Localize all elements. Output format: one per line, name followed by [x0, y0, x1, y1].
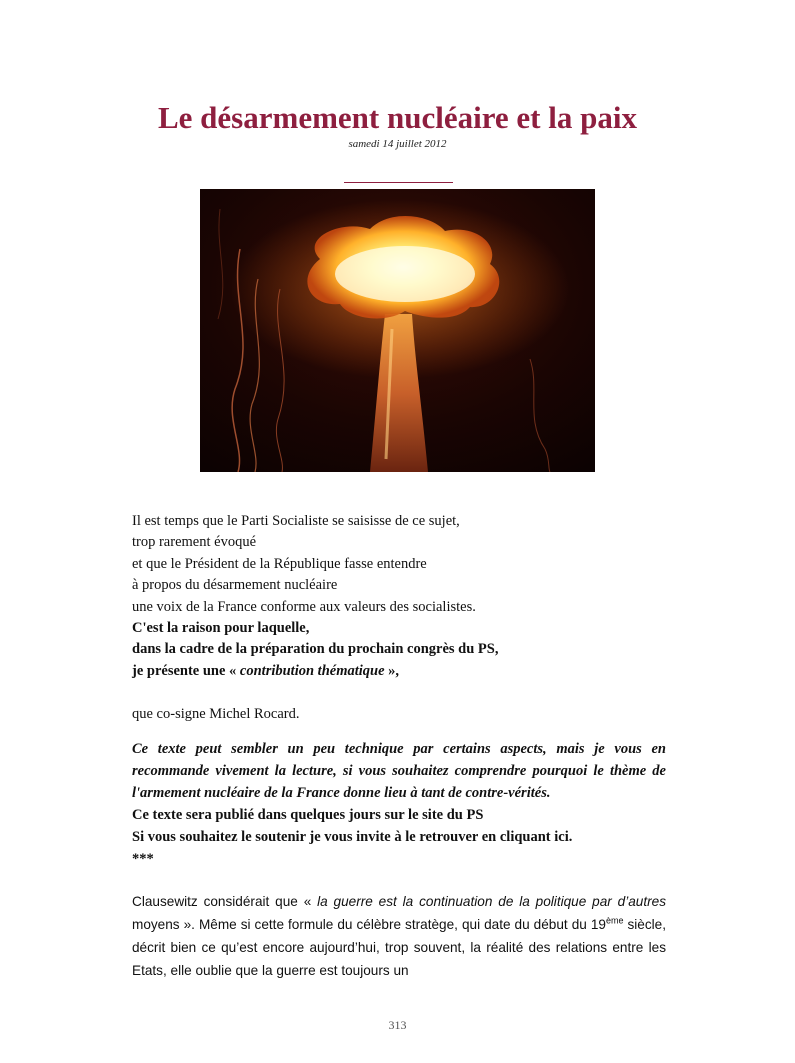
- intro-line: Il est temps que le Parti Socialiste se saisisse de ce sujet,: [132, 513, 460, 529]
- nuclear-explosion-photo: [200, 189, 595, 472]
- contribution-prefix: je présente une «: [132, 662, 240, 679]
- section-separator: ***: [132, 851, 154, 867]
- title-divider: [344, 182, 453, 183]
- article-title: Le désarmement nucléaire et la paix: [158, 100, 637, 135]
- contribution-line: [132, 661, 672, 682]
- bold-line: dans la cadre de la préparation du prochain congrès du PS,: [132, 641, 499, 658]
- body-paragraph: [132, 890, 666, 982]
- intro-line: à propos du désarmement nucléaire: [132, 577, 338, 594]
- recommendation-text: Ce texte peut sembler un peu technique par certains aspects, mais je vous en recommande vivement la lecture, si vous souhaitez comprendre pourquoi le thème de l'armement nucléaire de la France donne lieu à tant de contre-vérités.: [132, 741, 666, 801]
- body-part-2: moyens ». Même si cette formule du célèbre stratège, qui date du début du 19: [132, 917, 606, 932]
- intro-paragraph: [132, 511, 672, 682]
- intro-line: et que le Président de la République fasse entendre: [132, 555, 427, 572]
- article-date: samedi 14 juillet 2012: [348, 138, 447, 150]
- bold-line: C'est la raison pour laquelle,: [132, 620, 310, 637]
- recommendation-block: [132, 738, 666, 870]
- contribution-emphasis: contribution thématique: [239, 662, 385, 679]
- contribution-suffix: »,: [384, 662, 400, 679]
- intro-line: trop rarement évoqué: [132, 534, 257, 551]
- page-number: 313: [388, 1018, 407, 1032]
- cosign-line: que co-signe Michel Rocard.: [132, 706, 300, 722]
- support-link-line[interactable]: Si vous souhaitez le soutenir je vous invite à le retrouver en cliquant ici.: [132, 829, 573, 845]
- century-superscript: ème: [605, 915, 624, 926]
- body-part-3: siècle, décrit bien ce qu’est encore aujourd’hui, trop souvent, la réalité des relations entre les Etats, elle oublie que la guerre est toujours un: [132, 917, 666, 978]
- clausewitz-quote: la guerre est la continuation de la politique par d’autres: [317, 894, 666, 909]
- intro-line: une voix de la France conforme aux valeurs des socialistes.: [132, 598, 476, 615]
- body-part-1: Clausewitz considérait que «: [132, 894, 318, 909]
- publish-line: Ce texte sera publié dans quelques jours sur le site du PS: [132, 807, 484, 823]
- mushroom-cloud-icon: [200, 189, 595, 472]
